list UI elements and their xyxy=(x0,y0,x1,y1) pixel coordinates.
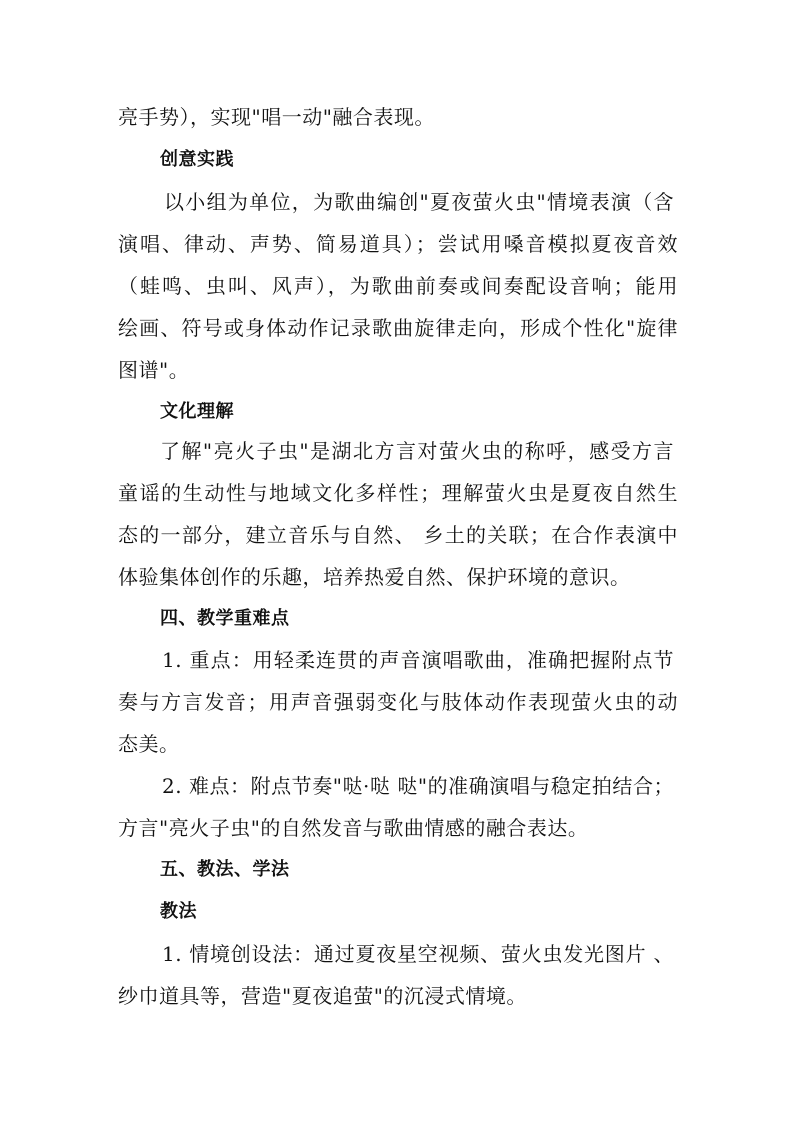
paragraph-line: 图谱"。 xyxy=(118,358,190,382)
subsection-heading: 教法 xyxy=(160,901,197,922)
paragraph-line: 态的一部分，建立音乐与自然、 乡土的关联；在合作表演中 xyxy=(118,523,678,547)
paragraph-line: 以小组为单位，为歌曲编创"夏夜萤火虫"情境表演（含 xyxy=(164,190,674,214)
paragraph-line: 奏与方言发音；用声音强弱变化与肢体动作表现萤火虫的动 xyxy=(118,690,678,714)
paragraph-line: （蛙鸣、虫叫、风声），为歌曲前奏或间奏配设音响；能用 xyxy=(118,274,678,298)
paragraph-line: 了解"亮火子虫"是湖北方言对萤火虫的称呼，感受方言 xyxy=(160,439,674,463)
paragraph-line: 1. 情境创设法：通过夏夜星空视频、萤火虫发光图片 、 xyxy=(162,942,674,966)
paragraph-line: 纱巾道具等，营造"夏夜追萤"的沉浸式情境。 xyxy=(118,984,527,1008)
section-heading: 四、教学重难点 xyxy=(160,608,290,629)
paragraph-line: 体验集体创作的乐趣，培养热爱自然、保护环境的意识。 xyxy=(118,565,631,589)
section-heading: 五、教法、学法 xyxy=(160,859,290,880)
paragraph-line: 方言"亮火子虫"的自然发音与歌曲情感的融合表达。 xyxy=(118,816,589,840)
section-heading: 创意实践 xyxy=(160,149,234,170)
paragraph-line: 亮手势），实现"唱一动"融合表现。 xyxy=(118,105,435,129)
section-heading: 文化理解 xyxy=(160,401,234,422)
paragraph-line: 1. 重点：用轻柔连贯的声音演唱歌曲，准确把握附点节 xyxy=(162,648,674,672)
paragraph-line: 童谣的生动性与地域文化多样性；理解萤火虫是夏夜自然生 xyxy=(118,481,678,505)
paragraph-line: 演唱、律动、声势、简易道具）；尝试用嗓音模拟夏夜音效 xyxy=(118,232,678,256)
paragraph-line: 态美。 xyxy=(118,732,180,756)
paragraph-line: 2. 难点：附点节奏"哒·哒 哒"的准确演唱与稳定拍结合； xyxy=(162,774,674,798)
paragraph-line: 绘画、符号或身体动作记录歌曲旋律走向，形成个性化"旋律 xyxy=(118,316,678,340)
